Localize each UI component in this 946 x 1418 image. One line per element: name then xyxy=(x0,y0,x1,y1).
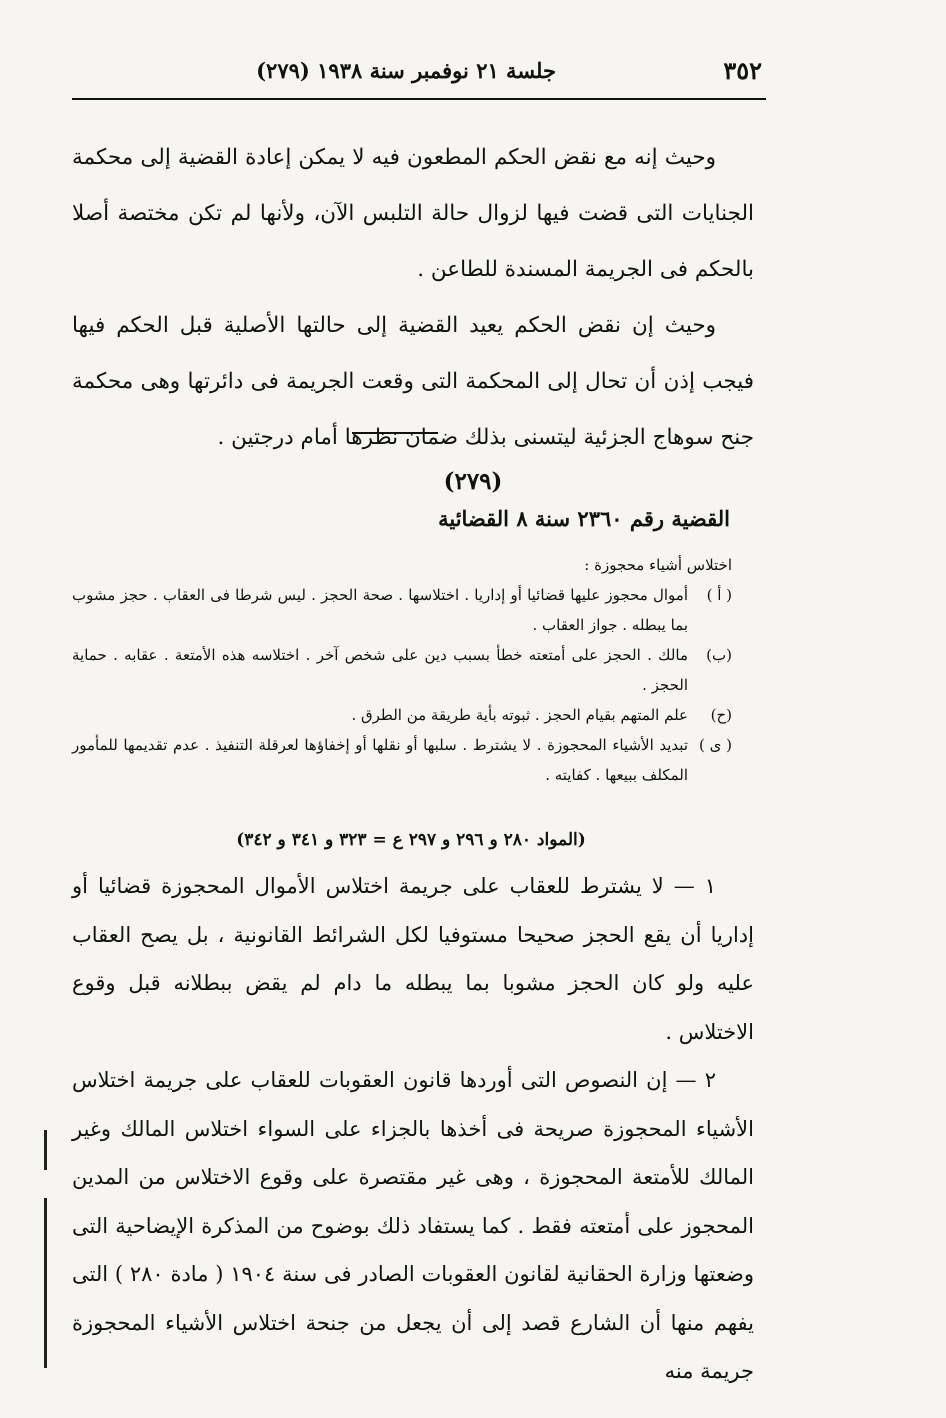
opening-paragraphs xyxy=(72,130,754,466)
case-number: (٢٧٩) xyxy=(443,468,503,495)
paragraph: وحيث إنه مع نقض الحكم المطعون فيه لا يمكن إعادة القضية إلى محكمة الجنايات التى قضت فيها لزوال حالة التلبس الآن، ولأنها لم تكن مختصة أصلا بالحكم فى الجريمة المسندة للطاعن . xyxy=(72,145,754,282)
headnote-text: تبديد الأشياء المحجوزة . لا يشترط . سلبها أو نقلها أو إخفاؤها لعرقلة التنفيذ . عدم تقديمها للمأمور المكلف ببيعها . كفايته . xyxy=(72,736,688,784)
session-title: جلسة ٢١ نوفمبر سنة ١٩٣٨ (٢٧٩) xyxy=(256,58,556,83)
headnote-item xyxy=(72,640,732,700)
headnote-label: (ب) xyxy=(706,646,732,664)
margin-mark xyxy=(44,1198,47,1368)
headnote-label: ( ى ) xyxy=(699,736,732,754)
headnotes-title: اختلاس أشياء محجوزة : xyxy=(584,556,732,574)
margin-mark xyxy=(44,1130,47,1170)
headnote-label: ( أ ) xyxy=(706,586,732,604)
headnote-item xyxy=(72,700,732,730)
headnote-text: أموال محجوز عليها قضائيا أو إداريا . اختلاسها . صحة الحجز . ليس شرطا فى العقاب . حجز مشوب بما يبطله . جواز العقاب . xyxy=(72,586,688,634)
statutes-reference: (المواد ٢٨٠ و ٢٩٦ و ٢٩٧ ع = ٣٢٣ و ٣٤١ و ٣٤٢) xyxy=(236,830,586,850)
page-header xyxy=(72,50,766,100)
section-divider xyxy=(352,432,438,434)
legal-rules xyxy=(72,862,754,1396)
case-title: القضية رقم ٢٣٦٠ سنة ٨ القضائية xyxy=(438,506,730,531)
paragraph: وحيث إن نقض الحكم يعيد القضية إلى حالتها الأصلية قبل الحكم فيها فيجب إذن أن تحال إلى المحكمة التى وقعت الجريمة فى دائرتها وهى محكمة جنح سوهاج الجزئية ليتسنى بذلك ضمان نظرها أمام درجتين . xyxy=(72,313,754,450)
headnote-item xyxy=(72,580,732,640)
headnote-text: مالك . الحجز على أمتعته خطأ بسبب دين على شخص آخر . اختلاسه هذه الأمتعة . عقابه . حماية الحجز . xyxy=(72,646,688,694)
page-number: ٣٥٢ xyxy=(723,56,762,85)
rule-paragraph: ١ — لا يشترط للعقاب على جريمة اختلاس الأموال المحجوزة قضائيا أو إداريا أن يقع الحجز صحيحا مستوفيا لكل الشرائط القانونية ، بل يصح العقاب عليه ولو كان الحجز مشوبا بما يبطله ما دام لم يقض ببطلانه قبل وقوع الاختلاس . xyxy=(72,874,754,1044)
headnote-label: (ح) xyxy=(710,706,732,724)
headnote-text: علم المتهم بقيام الحجز . ثبوته بأية طريقة من الطرق . xyxy=(351,706,688,724)
rule-paragraph: ٢ — إن النصوص التى أوردها قانون العقوبات للعقاب على جريمة اختلاس الأشياء المحجوزة صريحة فى أخذها بالجزاء على السواء اختلاس المالك وغير المالك للأمتعة المحجوزة ، وهى غير مقتصرة على وقوع الاختلاس من المدين المحجوز على أمتعته فقط . كما يستفاد ذلك بوضوح من المذكرة الإيضاحية التى وضعتها وزارة الحقانية لقانون العقوبات الصادر فى سنة ١٩٠٤ ( مادة ٢٨٠ ) التى يفهم منها أن الشارع قصد إلى أن يجعل من جنحة اختلاس الأشياء المحجوزة جريمة منه xyxy=(72,1068,754,1383)
headnote-item xyxy=(72,730,732,790)
headnotes xyxy=(72,550,732,790)
